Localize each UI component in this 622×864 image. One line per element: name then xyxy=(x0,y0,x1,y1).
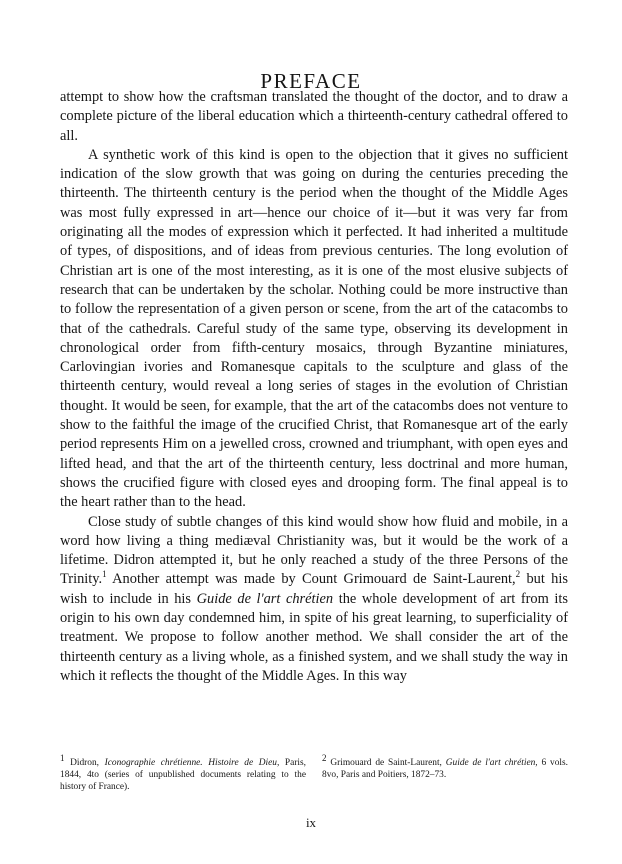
paragraph-3-part-c: but his wish to include in his xyxy=(60,571,568,607)
footnote-1 xyxy=(60,752,306,793)
footnote-2 xyxy=(322,752,568,793)
footnote-work-subtitle: Histoire de Dieu, xyxy=(208,758,280,768)
footnote-author: Didron, xyxy=(64,758,105,768)
paragraph-3 xyxy=(60,513,568,687)
paragraph-3-part-a: Close study of subtle changes of this kind would show how fluid and mobile, in a word how living a thing mediæval Christianity was, but it would be the work of a lifetime. Didron attempted it, but he only reached a study of the three Persons of the Trinity. xyxy=(60,513,568,588)
footnote-details: 6 vols. 8vo, Paris and Poitiers, 1872–73. xyxy=(322,758,568,780)
footnote-marker: 1 xyxy=(60,752,65,763)
footnote-work-title: Iconographie chrétienne. xyxy=(104,758,203,768)
paragraph-1: attempt to show how the craftsman translated the thought of the doctor, and to draw a complete picture of the liberal education which a thirteenth-century cathedral offered to all. xyxy=(60,89,568,144)
footnote-ref-2: 2 xyxy=(515,569,521,580)
paragraph-2: A synthetic work of this kind is open to the objection that it gives no sufficient indication of the slow growth that was going on during the centuries preceding the thirteenth. The thirteenth century is the period when the thought of the Middle Ages was most fully expressed in art—hence our choice of it—but it was very far from originating all the modes of expression which it perfected. It had inherited a multitude of types, of dispositions, and of ideas from previous centuries. The long evolution of Christian art is one of the most interesting, as it is one of the most elusive subjects of research that can be undertaken by the scholar. Nothing could be more instructive than to follow the representation of a given person or scene, from the art of the catacombs to that of the cathedrals. Careful study of the same type, observing its development in chronological order from fifth-century mosaics, through Byzantine miniatures, Carlovingian ivories and Romanesque capitals to the sculpture and glass of the thirteenth century, would reveal a long series of stages in the evolution of Christian thought. It would be seen, for example, that the art of the catacombs does not venture to show to the faithful the image of the crucified Christ, that Romanesque art of the early period represents Him on a jewelled cross, crowned and triumphant, with open eyes and lifted head, and that the art of the thirteenth century, less doctrinal and more human, shows the crucified figure with closed eyes and drooping form. The final appeal is to the heart rather than to the head. xyxy=(60,146,568,511)
book-title-italic: Guide de l'art chrétien xyxy=(196,590,334,607)
footnote-work-title: Guide de l'art chrétien, xyxy=(445,758,538,768)
main-text xyxy=(60,88,568,686)
footnote-details: Paris, 1844, 4to (series of unpublished documents relating to the history of France). xyxy=(60,758,306,792)
page-number: ix xyxy=(305,815,317,830)
footnote-ref-1: 1 xyxy=(102,569,107,580)
footnote-author: Grimouard de Saint-Laurent, xyxy=(326,758,446,768)
page-title: PREFACE xyxy=(260,69,362,94)
paragraph-3-part-d: the whole development of art from its origin to his own day condemned him, in spite of his great learning, to superficiality of treatment. We propose to follow another method. We shall consider the art of the thirteenth century as a living whole, as a finished system, and we shall study the way in which it reflects the thought of the Middle Ages. In this way xyxy=(60,590,568,684)
paragraph-3-part-b: Another attempt was made by Count Grimouard de Saint-Laurent, xyxy=(106,571,516,588)
footnote-marker: 2 xyxy=(322,752,327,763)
footnotes xyxy=(60,752,568,793)
